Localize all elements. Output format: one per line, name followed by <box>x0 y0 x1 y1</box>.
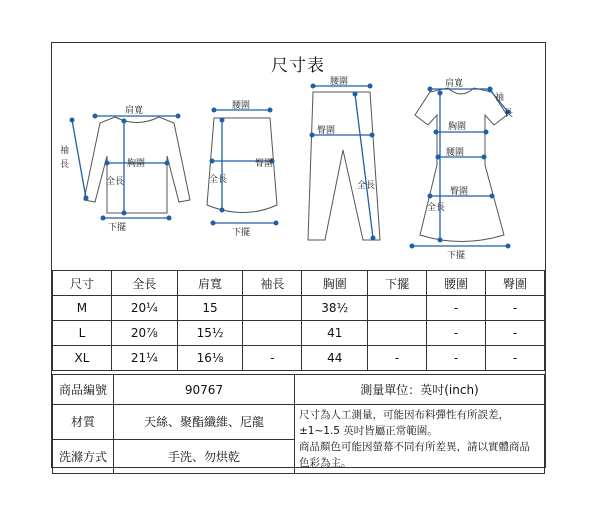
table-header: 尺寸 <box>53 271 112 296</box>
table-row <box>53 321 545 346</box>
svg-text:下擺: 下擺 <box>232 228 251 238</box>
table-cell: - <box>486 346 545 371</box>
svg-text:胸圍: 胸圍 <box>127 159 146 169</box>
table-cell <box>368 321 427 346</box>
product-no-value: 90767 <box>114 375 295 405</box>
product-no-label: 商品編號 <box>53 375 114 405</box>
measurement-diagram <box>52 70 545 265</box>
table-cell: - <box>368 346 427 371</box>
svg-text:臀圍: 臀圍 <box>450 187 469 197</box>
shirt-illustration <box>60 104 190 233</box>
table-cell: - <box>427 321 486 346</box>
table-cell: 38½ <box>302 296 368 321</box>
table-cell: XL <box>53 346 112 371</box>
color-note: 商品顏色可能因螢幕不同有所差異，請以實體商品色彩為主。 <box>299 441 530 469</box>
table-cell: L <box>53 321 112 346</box>
svg-text:下擺: 下擺 <box>447 251 466 261</box>
skirt-illustration <box>207 100 279 238</box>
svg-text:肩寬: 肩寬 <box>125 106 144 116</box>
material-value: 天絲、聚酯纖維、尼龍 <box>114 405 295 440</box>
table-header: 肩寬 <box>177 271 243 296</box>
table-cell <box>368 296 427 321</box>
svg-text:胸圍: 胸圍 <box>448 122 467 132</box>
table-header: 臀圍 <box>486 271 545 296</box>
svg-text:袖: 袖 <box>495 93 505 103</box>
table-cell <box>243 321 302 346</box>
table-row <box>53 296 545 321</box>
svg-text:腰圍: 腰圍 <box>446 148 465 158</box>
svg-text:袖: 袖 <box>60 146 70 156</box>
table-cell: - <box>486 321 545 346</box>
wash-value: 手洗、勿烘乾 <box>114 439 295 474</box>
svg-text:臀圍: 臀圍 <box>255 159 274 169</box>
table-cell: - <box>427 346 486 371</box>
table-cell: - <box>243 346 302 371</box>
svg-text:腰圍: 腰圍 <box>330 77 349 87</box>
table-cell: 15 <box>177 296 243 321</box>
svg-text:臀圍: 臀圍 <box>317 126 336 136</box>
table-cell <box>243 296 302 321</box>
measurement-note: 尺寸為人工測量，可能因布料彈性有所誤差，±1~1.5 英吋皆屬正常範圍。 <box>299 409 509 437</box>
table-cell: 44 <box>302 346 368 371</box>
table-row <box>53 346 545 371</box>
svg-text:長: 長 <box>504 109 514 119</box>
table-header-row <box>53 271 545 296</box>
table-header: 腰圍 <box>427 271 486 296</box>
unit-note: 測量單位：英吋(inch) <box>295 375 545 405</box>
wash-label: 洗滌方式 <box>53 439 114 474</box>
svg-text:下擺: 下擺 <box>108 223 127 233</box>
dress-illustration <box>410 77 514 261</box>
table-header: 胸圍 <box>302 271 368 296</box>
product-info-table <box>52 374 545 474</box>
table-cell: - <box>427 296 486 321</box>
notes-cell <box>295 405 545 474</box>
table-header: 下擺 <box>368 271 427 296</box>
chart-title: 尺寸表 <box>271 56 325 76</box>
table-cell: 20¼ <box>111 296 177 321</box>
pants-illustration <box>308 76 380 241</box>
svg-text:全長: 全長 <box>427 203 446 213</box>
svg-text:全長: 全長 <box>209 175 228 185</box>
table-header: 袖長 <box>243 271 302 296</box>
table-cell: - <box>486 296 545 321</box>
table-cell: 16⅛ <box>177 346 243 371</box>
svg-text:全長: 全長 <box>106 177 125 187</box>
size-table <box>52 270 545 371</box>
svg-text:腰圍: 腰圍 <box>232 101 251 111</box>
table-cell: 41 <box>302 321 368 346</box>
table-cell: 20⅞ <box>111 321 177 346</box>
table-header: 全長 <box>111 271 177 296</box>
table-cell: M <box>53 296 112 321</box>
table-cell: 21¼ <box>111 346 177 371</box>
svg-text:長: 長 <box>60 160 70 170</box>
table-cell: 15½ <box>177 321 243 346</box>
material-label: 材質 <box>53 405 114 440</box>
svg-text:全長: 全長 <box>357 181 376 191</box>
svg-text:肩寬: 肩寬 <box>445 79 464 89</box>
